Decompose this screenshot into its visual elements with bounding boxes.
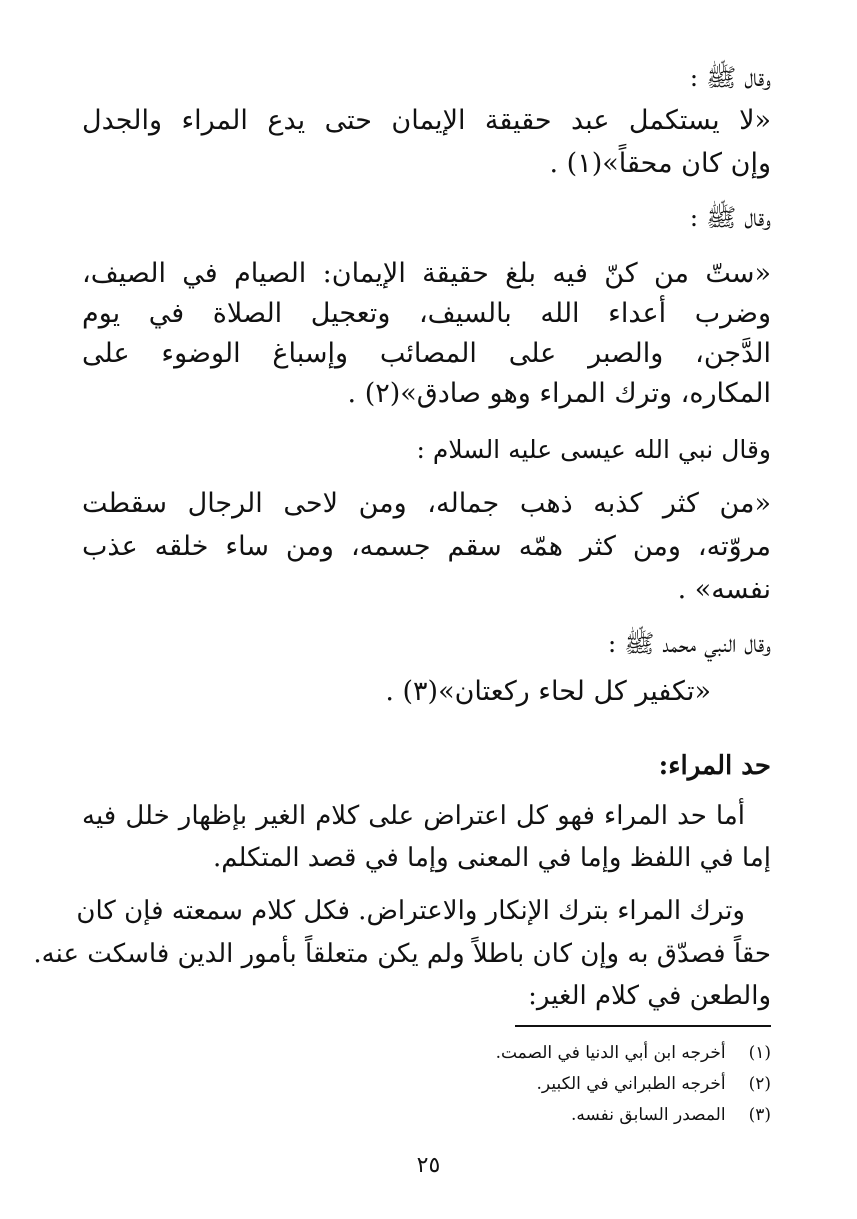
footnote-separator — [515, 1025, 771, 1027]
hadith-intro: وقال النبي محمد ﷺ : — [607, 629, 771, 658]
page-number: ٢٥ — [416, 1153, 441, 1178]
paragraph-line: أما حد المراء فهو كل اعتراض على كلام الغير بإظهار خلل فيه — [82, 801, 745, 831]
hadith-intro: وقال ﷺ : — [689, 63, 771, 92]
footnote — [537, 1074, 771, 1094]
footnote — [571, 1105, 771, 1125]
hadith-text-line: «ستّ من كنّ فيه بلغ حقيقة الإيمان: الصيام في الصيف، — [82, 258, 771, 289]
hadith-text-line: وإن كان محقاً»(١) . — [549, 148, 771, 179]
footnote — [496, 1043, 771, 1063]
hadith-intro: وقال نبي الله عيسى عليه السلام : — [416, 435, 771, 464]
footnote-number: (٣) — [748, 1105, 771, 1125]
paragraph-line: حقاً فصدّق به وإن كان باطلاً ولم يكن متعلقاً بأمور الدين فاسكت عنه. — [33, 939, 771, 969]
hadith-text-line: «تكفير كل لحاء ركعتان»(٣) . — [385, 676, 711, 707]
paragraph-line: وترك المراء بترك الإنكار والاعتراض. فكل كلام سمعته فإن كان — [76, 896, 745, 926]
hadith-text-line: نفسه» . — [677, 574, 771, 605]
hadith-text-line: الدَّجن، والصبر على المصائب وإسباغ الوضوء على — [82, 338, 771, 369]
hadith-intro: وقال ﷺ : — [689, 203, 771, 232]
footnote-text: المصدر السابق نفسه. — [571, 1105, 726, 1125]
footnote-number: (٢) — [748, 1074, 771, 1094]
paragraph-line: إما في اللفظ وإما في المعنى وإما في قصد المتكلم. — [212, 843, 771, 873]
hadith-text-line: المكاره، وترك المراء وهو صادق»(٢) . — [347, 378, 771, 409]
footnote-text: أخرجه الطبراني في الكبير. — [536, 1074, 726, 1094]
footnote-number: (١) — [748, 1043, 771, 1063]
hadith-text-line: مروّته، ومن كثر همّه سقم جسمه، ومن ساء خلقه عذب — [82, 531, 771, 562]
hadith-text-line: «لا يستكمل عبد حقيقة الإيمان حتى يدع المراء والجدل — [82, 105, 771, 136]
paragraph-line: والطعن في كلام الغير: — [528, 981, 771, 1011]
footnote-text: أخرجه ابن أبي الدنيا في الصمت. — [495, 1043, 726, 1063]
hadith-text-line: «من كثر كذبه ذهب جماله، ومن لاحى الرجال سقطت — [82, 488, 771, 519]
hadith-text-line: وضرب أعداء الله بالسيف، وتعجيل الصلاة في يوم — [82, 298, 771, 329]
section-heading: حد المراء: — [658, 751, 771, 781]
